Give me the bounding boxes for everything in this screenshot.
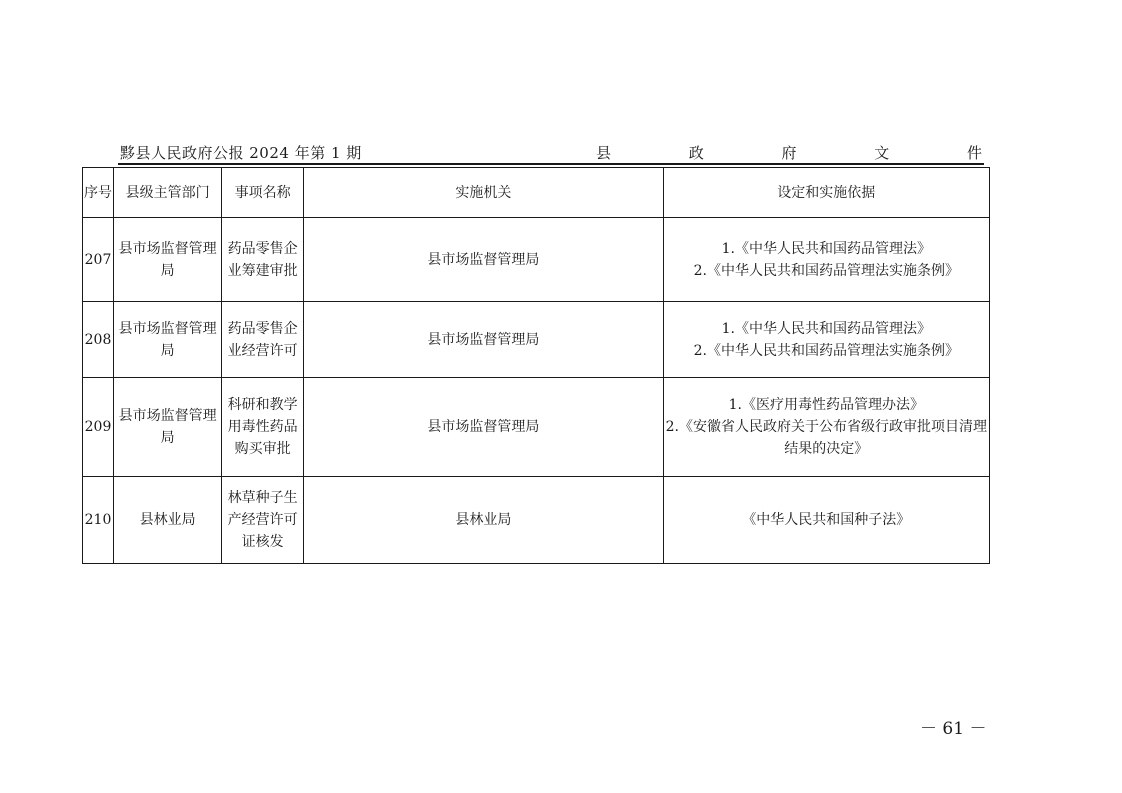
row-implementing-agency: 县市场监督管理局 [304, 218, 663, 302]
basis-line: 《中华人民共和国种子法》 [742, 512, 911, 528]
basis-line: 2.《中华人民共和国药品管理法实施条例》 [693, 342, 959, 359]
row-item-name: 药品零售企业筹建审批 [222, 218, 304, 302]
category-char: 县 [596, 144, 612, 162]
column-header-department: 县级主管部门 [114, 168, 222, 218]
basis-line: 1.《中华人民共和国药品管理法》 [721, 240, 931, 257]
row-item-name: 林草种子生产经营许可证核发 [222, 477, 304, 564]
table-row [83, 378, 990, 477]
basis-line: 2.《安徽省人民政府关于公布省级行政审批项目清理结果的决定》 [665, 419, 987, 457]
row-department: 县市场监督管理局 [114, 378, 222, 477]
category-char: 府 [781, 144, 797, 162]
row-legal-basis [663, 378, 989, 477]
row-implementing-agency: 县市场监督管理局 [304, 302, 663, 378]
row-legal-basis [663, 477, 989, 564]
row-item-name: 科研和教学用毒性药品购买审批 [222, 378, 304, 477]
basis-line: 1.《医疗用毒性药品管理办法》 [728, 397, 924, 413]
approval-items-table [82, 167, 990, 564]
row-department: 县市场监督管理局 [114, 218, 222, 302]
category-char: 文 [874, 144, 890, 162]
page-header [120, 140, 982, 164]
basis-line: 2.《中华人民共和国药品管理法实施条例》 [693, 262, 959, 279]
table-row [83, 302, 990, 378]
page-number: － 61 － [920, 719, 987, 739]
column-header-legal-basis: 设定和实施依据 [663, 168, 989, 218]
header-rule-thick [118, 163, 984, 165]
document-category [596, 142, 982, 163]
row-number: 210 [83, 477, 114, 564]
table-header-row [83, 168, 990, 218]
row-implementing-agency: 县市场监督管理局 [304, 378, 663, 477]
row-legal-basis [663, 218, 989, 302]
row-legal-basis [663, 302, 989, 378]
category-char: 政 [688, 144, 704, 162]
row-implementing-agency: 县林业局 [304, 477, 663, 564]
row-number: 207 [83, 218, 114, 302]
table-row [83, 218, 990, 302]
row-department: 县市场监督管理局 [114, 302, 222, 378]
row-number: 208 [83, 302, 114, 378]
row-number: 209 [83, 378, 114, 477]
row-item-name: 药品零售企业经营许可 [222, 302, 304, 378]
table-row [83, 477, 990, 564]
category-char: 件 [966, 144, 982, 162]
column-header-item-name: 事项名称 [222, 168, 304, 218]
column-header-number: 序号 [83, 168, 114, 218]
column-header-implementing-agency: 实施机关 [304, 168, 663, 218]
basis-line: 1.《中华人民共和国药品管理法》 [721, 320, 931, 337]
bulletin-title: 黟县人民政府公报 2024 年第 1 期 [120, 144, 362, 162]
row-department: 县林业局 [114, 477, 222, 564]
